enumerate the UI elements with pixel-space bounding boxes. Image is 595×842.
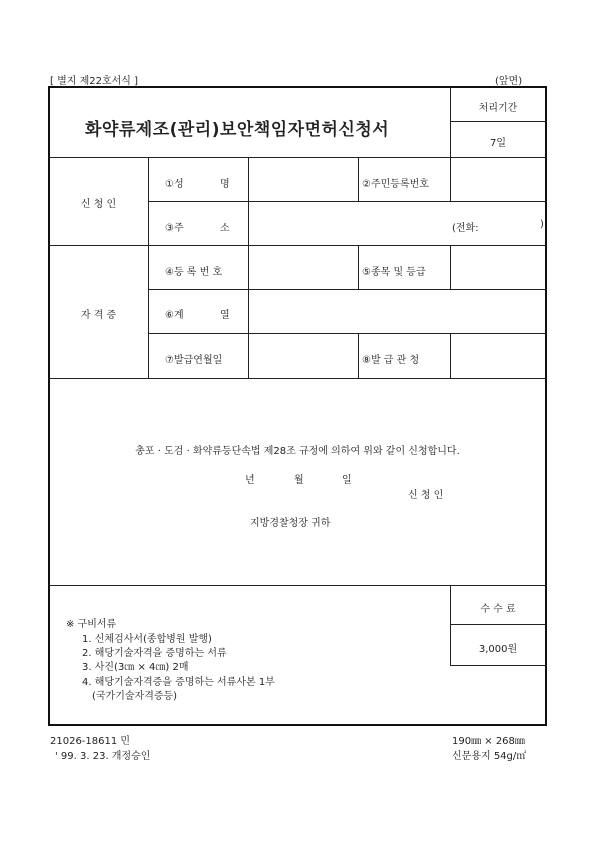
form-number: [ 별지 제22호서식 ] [50, 76, 139, 87]
date-year: 년 [245, 475, 255, 486]
issue-date-label: ⑦발급연월일 [165, 355, 223, 366]
recipient: 지방경찰청장 귀하 [250, 518, 331, 529]
name-field[interactable] [250, 159, 356, 199]
paper-size: 190㎜ × 268㎜ [452, 736, 525, 747]
date-day: 일 [342, 475, 352, 486]
registration-number-label: ④등 록 번 호 [165, 267, 223, 278]
document-item: 2. 해당기술자격을 증명하는 서류 [82, 648, 227, 659]
form-code: 21026-18611 민 [50, 736, 131, 747]
resident-number-field[interactable] [452, 159, 544, 199]
phone-close: ) [540, 219, 544, 230]
license-group-label: 자 격 증 [80, 310, 117, 321]
lineage-field[interactable] [250, 291, 544, 331]
phone-label: (전화: [452, 223, 479, 234]
issuing-office-label: ⑧발 급 관 청 [362, 355, 420, 366]
paper-type: 신문용지 54g/㎡ [452, 751, 527, 762]
applicant-group-label: 신 청 인 [80, 199, 117, 210]
issue-date-field[interactable] [250, 335, 356, 376]
document-item: 4. 해당기술자격증을 증명하는 서류사본 1부 [82, 677, 275, 688]
type-grade-field[interactable] [452, 247, 544, 287]
document-item: 3. 사진(3㎝ × 4㎝) 2매 [82, 662, 189, 673]
type-grade-label: ⑤종목 및 등급 [362, 267, 426, 278]
resident-number-label: ②주민등록번호 [362, 179, 429, 190]
fee-label: 수 수 료 [480, 604, 516, 615]
address-field[interactable] [250, 203, 544, 243]
lineage-label: ⑥계 [165, 310, 184, 321]
address-label: ③주 [165, 223, 184, 234]
approval-date: ' 99. 3. 23. 개정승인 [55, 751, 151, 762]
declaration-statement: 총포 · 도검 · 화약류등단속법 제28조 규정에 의하여 위와 같이 신청합니다. [135, 446, 460, 457]
date-month: 월 [294, 475, 304, 486]
processing-period-label: 처리기간 [478, 103, 518, 114]
document-item: (국가기술자격증등) [92, 691, 178, 702]
page-side-label: (앞면) [495, 76, 523, 87]
address-label-suffix: 소 [220, 223, 230, 234]
name-label: ①성 [165, 179, 184, 190]
form-title: 화약류제조(관리)보안책임자면허신청서 [85, 120, 390, 140]
lineage-label-suffix: 열 [220, 310, 230, 321]
name-label-suffix: 명 [220, 179, 230, 190]
document-item: 1. 신체검사서(종합병원 발행) [82, 634, 212, 645]
required-documents-heading: ※ 구비서류 [66, 619, 117, 630]
processing-period-value: 7일 [489, 138, 507, 149]
issuing-office-field[interactable] [452, 335, 544, 376]
fee-value: 3,000원 [478, 644, 518, 655]
signature-applicant-label: 신 청 인 [408, 490, 444, 501]
registration-number-field[interactable] [250, 247, 356, 287]
